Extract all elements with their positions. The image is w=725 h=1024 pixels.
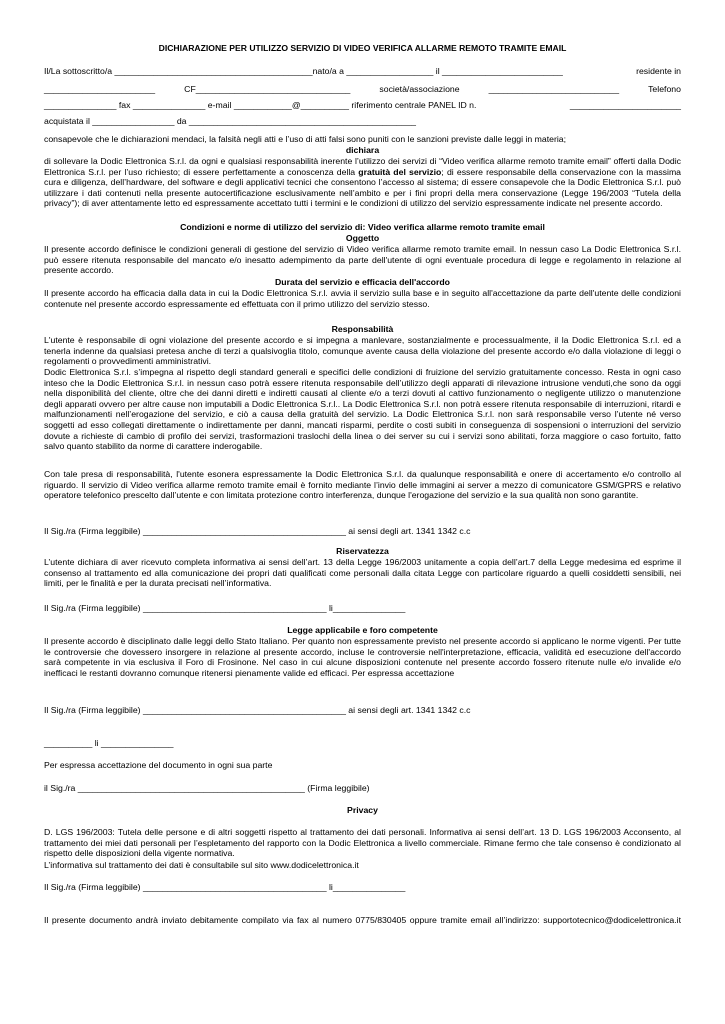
privacy-text: D. LGS 196/2003: Tutela delle persone e di altri soggetti rispetto al trattamento dei dati personali. Informativa ai sensi dell’art. 13 D. LGS 196/2003 Acconsento, al trattamento dei miei dati personali per l’espletamento del rapporto con la Dodic Elettronica a livello commerciale. Rimane fermo che tale consenso è condizionato al rispetto delle disposizioni della vigente normativa. — [44, 827, 681, 859]
form-contacts-text: _______________ fax _______________ e-mail ____________@__________ riferimento centrale PANEL ID n. — [44, 100, 477, 110]
responsabilita-p3: Con tale presa di responsabilità, l'utente esonera espressamente la Dodic Elettronica S.r.l. da qualunque responsabilità e onere di accertamento e/o controllo al riguardo. Il servizio di Video verifica allarme remoto tramite email è fornito mediante l’invio delle immagini ai server a mezzo di comunicatore GSM/GPRS e relativo operatore telefonico prescelto dall’utente e con limitata protezione contro interferenza, dunque l'erogazione del servizio e la sua qualità non sono garantite. — [44, 469, 681, 501]
legge-heading: Legge applicabile e foro competente — [287, 625, 438, 635]
dichiara-text-bold: gratuità del servizio — [358, 166, 442, 177]
riservatezza-text: L’utente dichiara di aver ricevuto completa informativa ai sensi dell’art. 13 della Legge 196/2003 unitamente a copia dell’art.7 della Legge medesima ed esprime il consenso al trattamento ed alla comunicazione dei propri dati qualificati come personali dalla citata Legge con particolare riguardo a quelli cosiddetti sensibili, nei limiti, per le finalità e per la durata precisati nell’informativa. — [44, 557, 681, 589]
form-line-purchase: acquistata il _________________ da _______________________________________________ — [44, 116, 417, 126]
legge-text: Il presente accordo è disciplinato dalle leggi dello Stato Italiano. Per quanto non espressamente previsto nel presente accordo si applicano le norme vigenti. Per tutte le controversie che dovessero insorgere in relazione al presente accordo, incluse le controversie nell'interpretazione, efficacia, validità ed esecuzione dell'accordo sarà competente in via esclusiva il Foro di Frosinone. Nel caso in cui alcune disposizioni contenute nel presente accordo fossero ritenute nulle e/o invalide e/o inefficaci le restanti dovranno comunque ritenersi pienamente valide ed efficaci. Per espressa accettazione — [44, 636, 681, 678]
oggetto-heading: Oggetto — [345, 233, 380, 243]
responsabilita-p1: L'utente è responsabile di ogni violazione del presente accordo e si impegna a manlevare, sostanzialmente e processualmente, il la Dodic Elettronica S.r.l. ed a tenerla indenne da qualsiasi pretesa anche di terzi a qualsivoglia titolo, comunque avente causa della violazione del presente accordo e/o dalla violazione di leggi o regolamenti o provvedimenti amministrativi. — [44, 335, 681, 367]
form-panel-id-field: _______________________ — [569, 100, 681, 110]
acceptance-text: Per espressa accettazione del documento in ogni sua parte — [44, 760, 273, 770]
riservatezza-heading: Riservatezza — [336, 546, 389, 556]
form-cf-field: CF________________________________ — [184, 84, 351, 94]
conditions-heading: Condizioni e norme di utilizzo del servizio di: Video verifica allarme remoto tramite email — [180, 222, 545, 232]
responsabilita-p2: Dodic Elettronica S.r.l. s’impegna al rispetto degli standard generali e specifici delle condizioni di fruizione del servizio gratuitamente concesso. Resta in ogni caso inteso che la Dodic Elettronica S.r.l. in nessun caso potrà essere ritenuta responsabile dell’utilizzo degli apparati di rilevazione intrusione venduti,che sono da oggi nella disponibilità del cliente, oltre che dei danni diretti e indiretti causati al cliente e/o a terzi dovuti al cattivo funzionamento o negligente utilizzo o manutenzione degli apparati ovvero per altre cause non imputabili a Dodic Elettronica S.r.l.. La Dodic Elettronica S.r.l. non potrà essere ritenuta responsabile di interruzioni, ritardi e malfunzionamenti nell’erogazione del servizio, e ciò a causa della gratuità del servizio. La Dodic Elettronica S.r.l. non sarà responsabile verso l’utente né verso soggetti ad esso collegati direttamente o indirettamente per danni, mancati risparmi, perdite o costi subiti in conseguenza di sospensioni o interruzioni del servizio dovute a richieste di cambio di profilo dei servizi, trasformazioni traslochi della linea o dei server su cui i servizi sono abilitati, forza maggiore o caso fortuito, fatto salvo quanto stabilito da norme di carattere inderogabile. — [44, 367, 681, 452]
footer-text: Il presente documento andrà inviato debitamente compilato via fax al numero 0775/830405 oppure tramite email all’indirizzo: supportotecnico@dodicelettronica.it — [44, 915, 681, 925]
form-line-name — [44, 66, 681, 77]
form-line-name-text: Il/La sottoscritto/a _________________________________________nato/a a __________________ il _________________________ — [44, 66, 563, 76]
signature-line-5: Il Sig./ra (Firma leggibile) ______________________________________ li_______________ — [44, 882, 406, 892]
form-line-contacts — [44, 100, 681, 111]
signature-line-3: Il Sig./ra (Firma leggibile) __________________________________________ ai sensi degli art. 1341 1342 c.c — [44, 705, 471, 715]
dichiara-text-end: ; di essere responsabile della conservazione con la massima cura e diligenza, dell’hardware, del software e degli applicativi tecnici che consentono l’accesso al sistema; di essere consapevole che la Dodic Elettronica S.r.l. può utilizzare i dati contenuti nella presente autocertificazione esclusivamente nell’ambito e per i fini propri della mera conservazione (Legge 196/2003 “Tutela della privacy”); di aver attentamente letto ed espressamente accettato tutti i termini e le condizioni di utilizzo del servizio espressamente indicate nel presente accordo. — [44, 166, 682, 209]
dichiara-text-start: di sollevare la Dodic Elettronica S.r.l. da ogni e qualsiasi responsabilità inerente l’utilizzo dei servizi di “Video verifica allarme remoto tramite email” offerti dalla Dodic Elettronica S.r.l. per l’uso richiesto; di essere perfettamente a conoscenza della — [44, 156, 681, 177]
form-line-cf — [44, 84, 681, 95]
dichiara-text — [44, 156, 681, 209]
oggetto-text: Il presente accordo definisce le condizioni generali di gestione del servizio di Video verifica allarme remoto tramite email. In nessun caso La Dodic Elettronica S.r.l. può essere ritenuta responsabile del mancato e/o inesatto adempimento da parte dell'utente di ogni eventuale procedura di legge e regolamento in relazione al presente accordo. — [44, 244, 681, 276]
form-line-residence-label: residente in — [636, 66, 681, 76]
form-company-field: ___________________________ — [488, 84, 620, 94]
dichiara-heading: dichiara — [345, 145, 380, 155]
date-line: __________ li _______________ — [44, 738, 174, 748]
document-title: DICHIARAZIONE PER UTILIZZO SERVIZIO DI VIDEO VERIFICA ALLARME REMOTO TRAMITE EMAIL — [158, 43, 567, 53]
form-blank: _______________________ — [44, 84, 156, 94]
form-company-label: società/associazione — [379, 84, 460, 94]
form-phone-label: Telefono — [648, 84, 681, 94]
privacy-heading: Privacy — [347, 805, 378, 815]
signature-line-2: Il Sig./ra (Firma leggibile) ______________________________________ li_______________ — [44, 603, 406, 613]
signature-line-4: il Sig./ra _______________________________________________ (Firma leggibile) — [44, 783, 370, 793]
privacy-info-line: L’informativa sul trattamento dei dati è consultabile sul sito www.dodicelettronica.it — [44, 860, 359, 870]
responsabilita-heading: Responsabilità — [331, 324, 394, 334]
durata-heading: Durata del servizio e efficacia dell'accordo — [275, 277, 450, 287]
signature-line-1: Il Sig./ra (Firma leggibile) __________________________________________ ai sensi degli art. 1341 1342 c.c — [44, 526, 471, 536]
intro-text: consapevole che le dichiarazioni mendaci, la falsità negli atti e l’uso di atti falsi sono puniti con le sanzioni previste dalle leggi in materia; — [44, 134, 567, 144]
durata-text: Il presente accordo ha efficacia dalla data in cui la Dodic Elettronica S.r.l. avvia il servizio sulla base e in seguito all'accettazione da parte dell'utente delle condizioni contenute nel presente accordo espressamente ed effettuata con il primo utilizzo del servizio stesso. — [44, 288, 681, 309]
